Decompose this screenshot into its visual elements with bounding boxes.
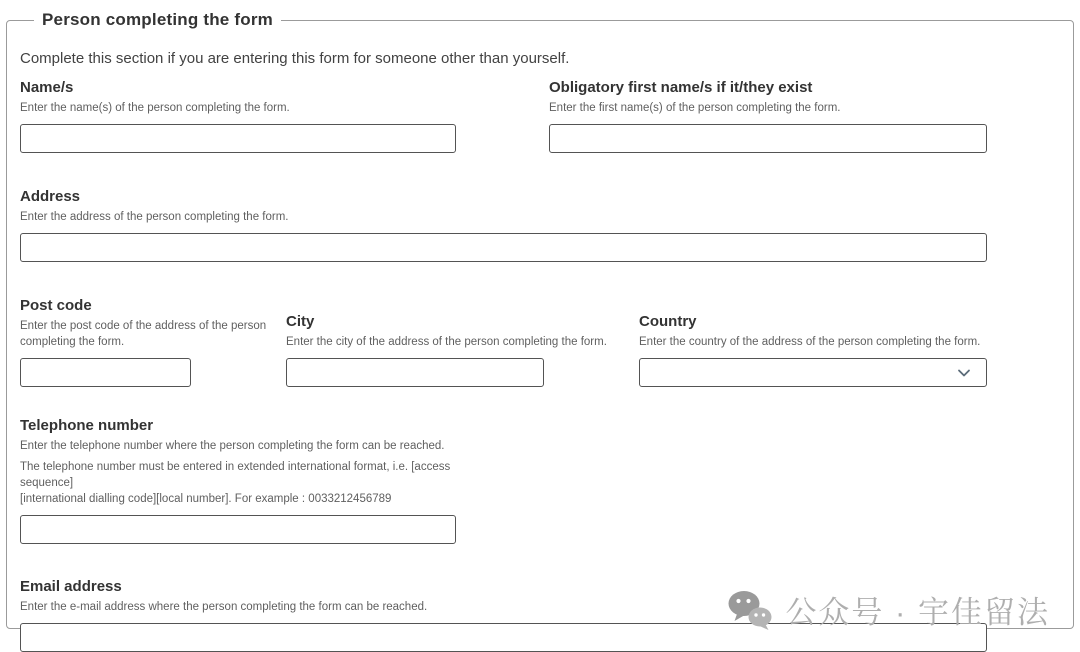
- field-country: [639, 312, 987, 387]
- post-code-input[interactable]: [20, 358, 191, 387]
- telephone-input[interactable]: [20, 515, 456, 544]
- field-names: [20, 78, 456, 153]
- telephone-format-hint: [20, 459, 500, 507]
- section-intro-text: Complete this section if you are entering this form for someone other than yourself.: [20, 50, 570, 67]
- city-label: City: [286, 313, 315, 330]
- row-names: [20, 78, 987, 153]
- address-hint: Enter the address of the person completing the form.: [20, 211, 289, 223]
- names-hint: Enter the name(s) of the person completing the form.: [20, 102, 290, 114]
- field-address: [20, 187, 987, 262]
- country-select[interactable]: [639, 358, 987, 387]
- telephone-format-hint-line2: [international dialling code][local number]. For example : 0033212456789: [20, 493, 392, 505]
- chevron-down-icon: [956, 365, 972, 381]
- field-first-names: [549, 78, 987, 153]
- first-names-input[interactable]: [549, 124, 987, 153]
- country-label: Country: [639, 313, 697, 330]
- city-input[interactable]: [286, 358, 544, 387]
- post-code-hint: Enter the post code of the address of the person completing the form.: [20, 320, 267, 348]
- field-telephone: [20, 416, 987, 544]
- email-label: Email address: [20, 578, 122, 595]
- names-label: Name/s: [20, 79, 74, 96]
- country-hint: Enter the country of the address of the person completing the form.: [639, 336, 981, 348]
- field-post-code: [20, 296, 270, 387]
- watermark-text: 公众号 · 宇佳留法: [785, 595, 1050, 630]
- address-input[interactable]: [20, 233, 987, 262]
- field-city: [286, 312, 607, 387]
- telephone-format-hint-line1: The telephone number must be entered in extended international format, i.e. [access sequence]: [20, 461, 451, 489]
- city-hint: Enter the city of the address of the person completing the form.: [286, 336, 607, 348]
- post-code-label: Post code: [20, 297, 92, 314]
- email-hint: Enter the e-mail address where the person completing the form can be reached.: [20, 601, 428, 613]
- first-names-label: Obligatory first name/s if it/they exist: [549, 79, 813, 96]
- telephone-hint: Enter the telephone number where the person completing the form can be reached.: [20, 440, 445, 452]
- first-names-hint: Enter the first name(s) of the person completing the form.: [549, 102, 841, 114]
- telephone-label: Telephone number: [20, 417, 154, 434]
- address-label: Address: [20, 188, 81, 205]
- section-title: Person completing the form: [42, 10, 273, 29]
- field-email: [20, 577, 987, 652]
- person-completing-form-section: [6, 10, 1074, 629]
- row-location: [20, 296, 987, 387]
- names-input[interactable]: [20, 124, 456, 153]
